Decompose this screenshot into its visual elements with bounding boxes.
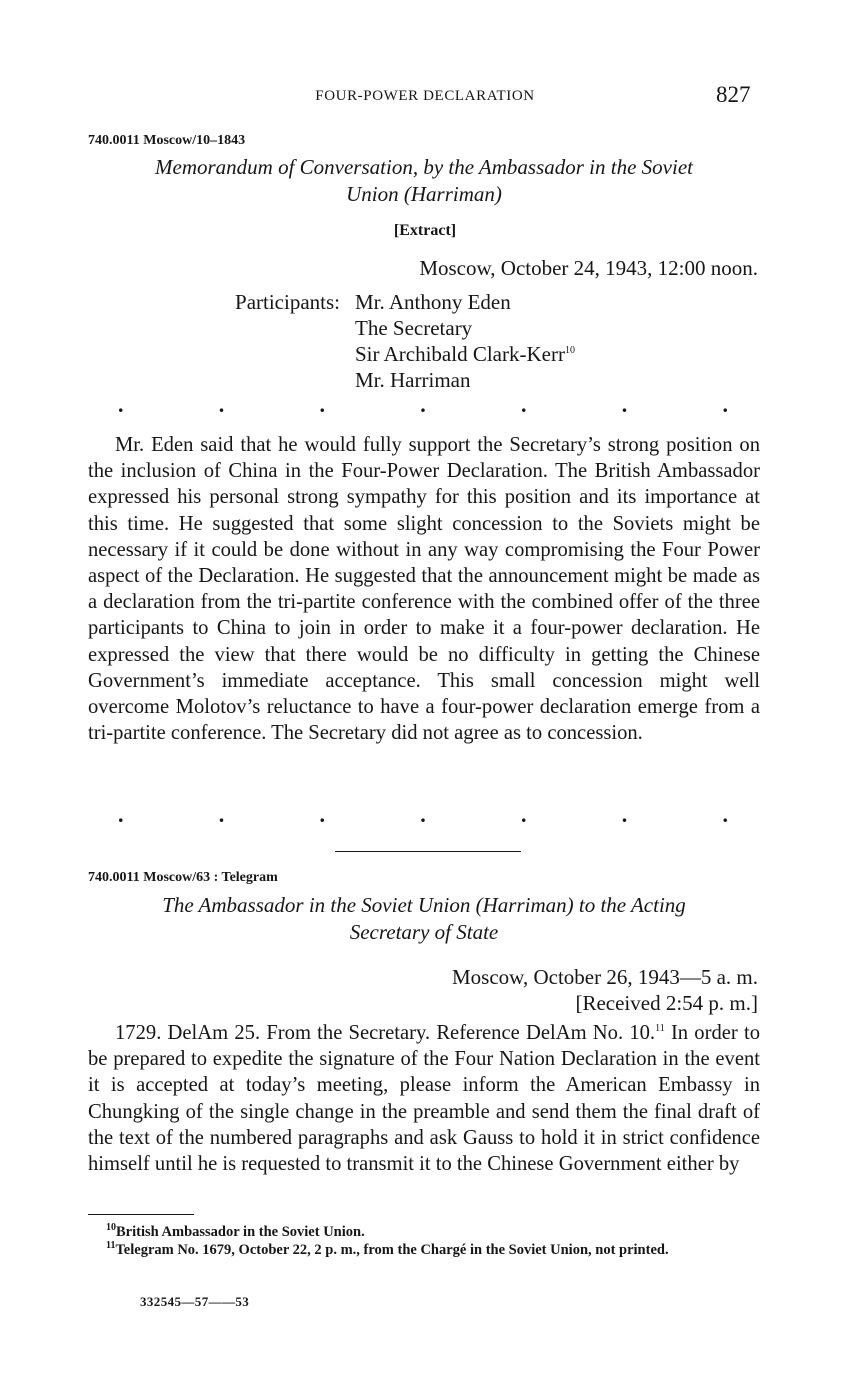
ellipsis-dot: . — [722, 802, 728, 827]
footnote-mark: 11 — [655, 1023, 665, 1035]
dateline: Moscow, October 26, 1943—5 a. m. — [451, 965, 758, 989]
title-line: Secretary of State — [349, 920, 499, 944]
file-reference: 740.0011 Moscow/63 : Telegram — [88, 870, 278, 885]
title-line: The Ambassador in the Soviet Union (Harriman) to the Acting — [162, 893, 686, 917]
footnote-mark: 10 — [106, 1222, 116, 1234]
footnote-divider — [88, 1214, 194, 1215]
ellipsis-dot: . — [621, 392, 628, 417]
ellipsis-dot: . — [521, 802, 527, 827]
ellipsis-dot: . — [118, 802, 124, 827]
footnote: $^{11}$Telegram No. 1679, October 22, 2 p. m., from the Chargé in the Soviet Union, not printed. — [106, 1240, 669, 1258]
running-head: FOUR-POWER DECLARATION — [315, 88, 535, 104]
document-title — [88, 154, 760, 208]
file-reference: 740.0011 Moscow/10–1843 — [88, 133, 246, 148]
received-note: [Received 2:54 p. m.] — [575, 991, 758, 1015]
body-paragraph: Mr. Eden said that he would fully support the Secretary’s strong position on the inclusion of China in the Four-Power Declaration. The British Ambassador expressed his personal strong sympathy for this position and its importance at this time. He suggested that some slight concession to the Soviets might be necessary if it could be done without in any way compromising the Four Power aspect of the Declaration. He suggested that the announcement might be made as a declaration from the tri-partite conference with the combined offer of the three participants to China to join in order to make it a four-power declaration. He expressed the view that there would be no difficulty in getting the Chinese Government’s immediate acceptance. This small concession might well overcome Molotov’s reluctance to have a four-power declaration emerge from a tri-partite conference. The Secretary did not agree as to concession. — [88, 434, 760, 745]
ellipsis-dot: . — [319, 392, 325, 417]
participant: Mr. Anthony Eden — [355, 290, 511, 314]
extract-note: [Extract] — [393, 222, 457, 239]
participants-label: Participants: — [235, 290, 340, 314]
section-divider — [335, 851, 521, 852]
ellipsis-dot: . — [621, 802, 628, 827]
footnote-mark: 10 — [564, 345, 575, 356]
dateline: Moscow, October 24, 1943, 12:00 noon. — [419, 256, 758, 280]
title-line: Union (Harriman) — [346, 182, 502, 206]
footnote: $^{10}$British Ambassador in the Soviet Union. — [106, 1222, 365, 1240]
page-number: 827 — [716, 82, 751, 107]
ellipsis-dot: . — [319, 802, 325, 827]
ellipsis-dot: . — [420, 802, 426, 827]
ellipsis-dot: . — [521, 392, 527, 417]
ellipsis-dot: . — [218, 802, 225, 827]
print-code: 332545—57——53 — [140, 1294, 250, 1309]
ellipsis-dot: . — [722, 392, 728, 417]
body-paragraph: 1729. DelAm 25. From the Secretary. Reference DelAm No. 10.11 In order to be prepared to expedite the signature of the Four Nation Declaration in the event it is accepted at today’s meeting, please inform the American Embassy in Chungking of the single change in the preamble and send them the final draft of the text of the numbered paragraphs and ask Gauss to hold it in strict confidence himself until he is requested to transmit it to the Chinese Government either by — [88, 1022, 760, 1176]
ellipsis-row — [118, 802, 728, 827]
footnote-mark: 11 — [106, 1240, 116, 1252]
title-line: Memorandum of Conversation, by the Ambassador in the Soviet — [155, 155, 693, 179]
ellipsis-dot: . — [118, 392, 124, 417]
ellipsis-dot: . — [218, 392, 225, 417]
document-title — [88, 892, 760, 946]
participant: Sir Archibald Clark-Kerr$^{10}$ — [355, 342, 575, 366]
participant: The Secretary — [355, 316, 473, 340]
ellipsis-dot: . — [420, 392, 426, 417]
participant: Mr. Harriman — [355, 368, 471, 392]
ellipsis-row — [118, 392, 728, 417]
